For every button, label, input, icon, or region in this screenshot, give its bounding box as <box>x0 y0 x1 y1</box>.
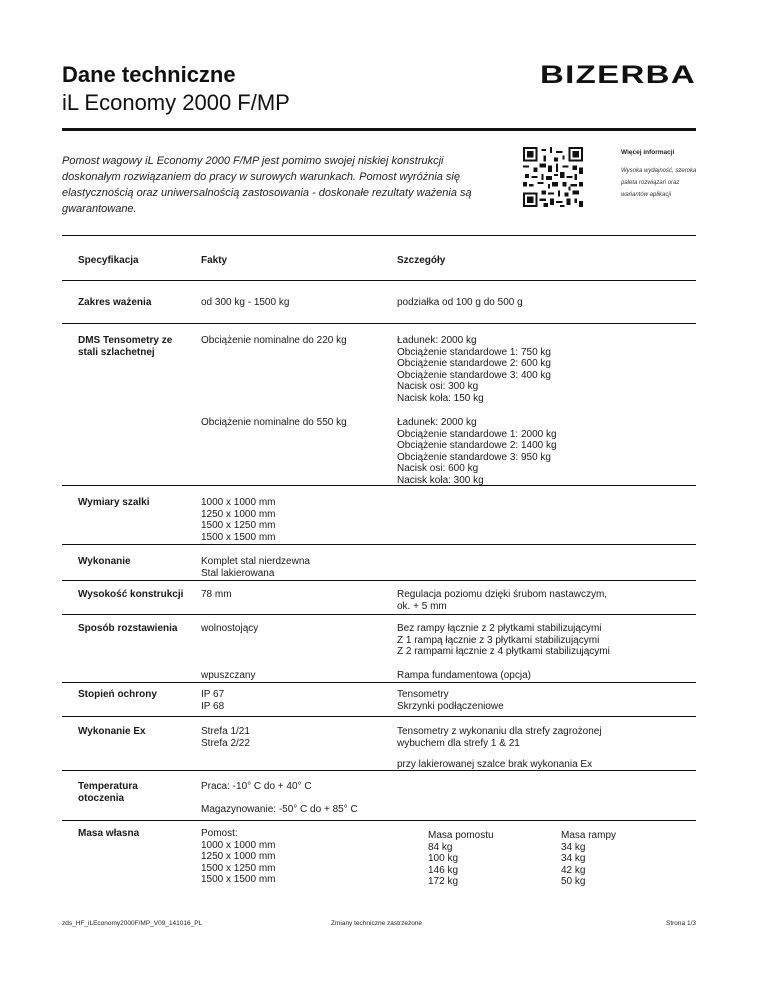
footer-note: Zmiany techniczne zastrzeżone <box>331 920 423 927</box>
row-label-wykonanie: Wykonanie <box>78 556 131 567</box>
ex-detail-1: Tensometry z wykonaniu dla strefy zagrożonej wybuchem dla strefy 1 & 21 <box>397 726 602 749</box>
sposob-fact-2: wpuszczany <box>201 670 256 681</box>
dms-fact-1: Obciążenie nominalne do 220 kg <box>201 335 347 346</box>
sposob-detail-2: Rampa fundamentowa (opcja) <box>397 670 531 681</box>
col-header-spec: Specyfikacja <box>78 255 139 266</box>
row-label-stopien: Stopień ochrony <box>78 689 157 700</box>
row-label-wysokosc: Wysokość konstrukcji <box>78 589 184 600</box>
wymiary-fact: 1000 x 1000 mm 1250 x 1000 mm 1500 x 1250 mm 1500 x 1500 mm <box>201 497 276 543</box>
ex-fact: Strefa 1/21 Strefa 2/22 <box>201 726 250 749</box>
dms-detail-1: Ładunek: 2000 kg Obciążenie standardowe 1: 750 kg Obciążenie standardowe 2: 600 kg Obciążenie standardowe 3: 400 kg Nacisk osi: 300 kg Nacisk koła: 150 kg <box>397 335 551 404</box>
row-divider <box>62 716 696 717</box>
row-label-masa: Masa własna <box>78 828 140 839</box>
svg-text:BIZERBA: BIZERBA <box>540 62 696 86</box>
row-divider <box>62 580 696 581</box>
zakres-detail: podziałka od 100 g do 500 g <box>397 297 523 308</box>
bizerba-logo <box>540 62 696 86</box>
row-label-dms: DMS Tensometry ze stali szlachetnej <box>78 335 173 358</box>
row-label-wymiary: Wymiary szalki <box>78 497 150 508</box>
sposob-detail-1: Bez rampy łącznie z 2 płytkami stabilizującymi Z 1 rampą łącznie z 3 płytkami stabilizującymi Z 2 rampami łącznie z 4 płytkami stabilizującymi <box>397 623 610 657</box>
product-subtitle: iL Economy 2000 F/MP <box>62 90 290 115</box>
row-divider <box>62 682 696 683</box>
ex-detail-2: przy lakierowanej szalce brak wykonania Ex <box>397 759 593 770</box>
zakres-fact: od 300 kg - 1500 kg <box>201 297 290 308</box>
sposob-fact-1: wolnostojący <box>201 623 259 634</box>
header-divider <box>62 128 696 131</box>
footer-doc-id: zds_HF_iLEconomy2000F/MP_V09_141016_PL <box>62 920 203 927</box>
row-label-zakres: Zakres ważenia <box>78 297 152 308</box>
more-info-heading: Więcej informacji <box>621 149 675 156</box>
wysokosc-detail: Regulacja poziomu dzięki śrubom nastawczym, ok. + 5 mm <box>397 589 608 612</box>
col-header-facts: Fakty <box>201 255 228 266</box>
wykonanie-fact: Komplet stal nierdzewna Stal lakierowana <box>201 556 310 579</box>
masa-rampy-column: Masa rampy 34 kg 34 kg 42 kg 50 kg <box>561 830 617 887</box>
row-divider <box>62 280 696 281</box>
temp-fact-2: Magazynowanie: -50° C do + 85° C <box>201 804 358 815</box>
row-divider <box>62 544 696 545</box>
intro-text: Pomost wagowy iL Economy 2000 F/MP jest pomimo swojej niskiej konstrukcji doskonałym rozwiązaniem do pracy w surowych warunkach. Pomost wyróżnia się elastycznością oraz uniwersalnością zastosowania - doskonałe rezultaty ważenia są gwarantowane. <box>62 155 472 215</box>
stopien-fact: IP 67 IP 68 <box>201 689 225 712</box>
row-label-temp: Temperatura otoczenia <box>78 781 138 804</box>
qr-code-icon[interactable] <box>523 147 583 207</box>
row-label-ex: Wykonanie Ex <box>78 726 146 737</box>
wysokosc-fact: 78 mm <box>201 589 232 600</box>
row-divider <box>62 323 696 324</box>
stopien-detail: Tensometry Skrzynki podłączeniowe <box>397 689 504 712</box>
dms-detail-2: Ładunek: 2000 kg Obciążenie standardowe 1: 2000 kg Obciążenie standardowe 2: 1400 kg Obciążenie standardowe 3: 950 kg Nacisk osi: 600 kg Nacisk koła: 300 kg <box>397 417 557 486</box>
table-top-divider <box>62 235 696 236</box>
masa-pomostu-column: Masa pomostu 84 kg 100 kg 146 kg 172 kg <box>428 830 494 887</box>
dms-fact-2: Obciążenie nominalne do 550 kg <box>201 417 347 428</box>
col-header-details: Szczegóły <box>397 255 446 266</box>
row-divider <box>62 485 696 486</box>
page-title: Dane techniczne <box>62 62 236 87</box>
temp-fact-1: Praca: -10° C do + 40° C <box>201 781 312 792</box>
row-divider <box>62 614 696 615</box>
row-label-sposob: Sposób rozstawienia <box>78 623 178 634</box>
masa-fact: Pomost: 1000 x 1000 mm 1250 x 1000 mm 1500 x 1250 mm 1500 x 1500 mm <box>201 828 276 885</box>
row-divider <box>62 820 696 821</box>
more-info-text: Wysoka wydajność, szeroka paleta rozwiązań oraz wariantów aplikacji <box>621 168 697 198</box>
footer-page: Strona 1/3 <box>666 920 696 927</box>
row-divider <box>62 770 696 771</box>
